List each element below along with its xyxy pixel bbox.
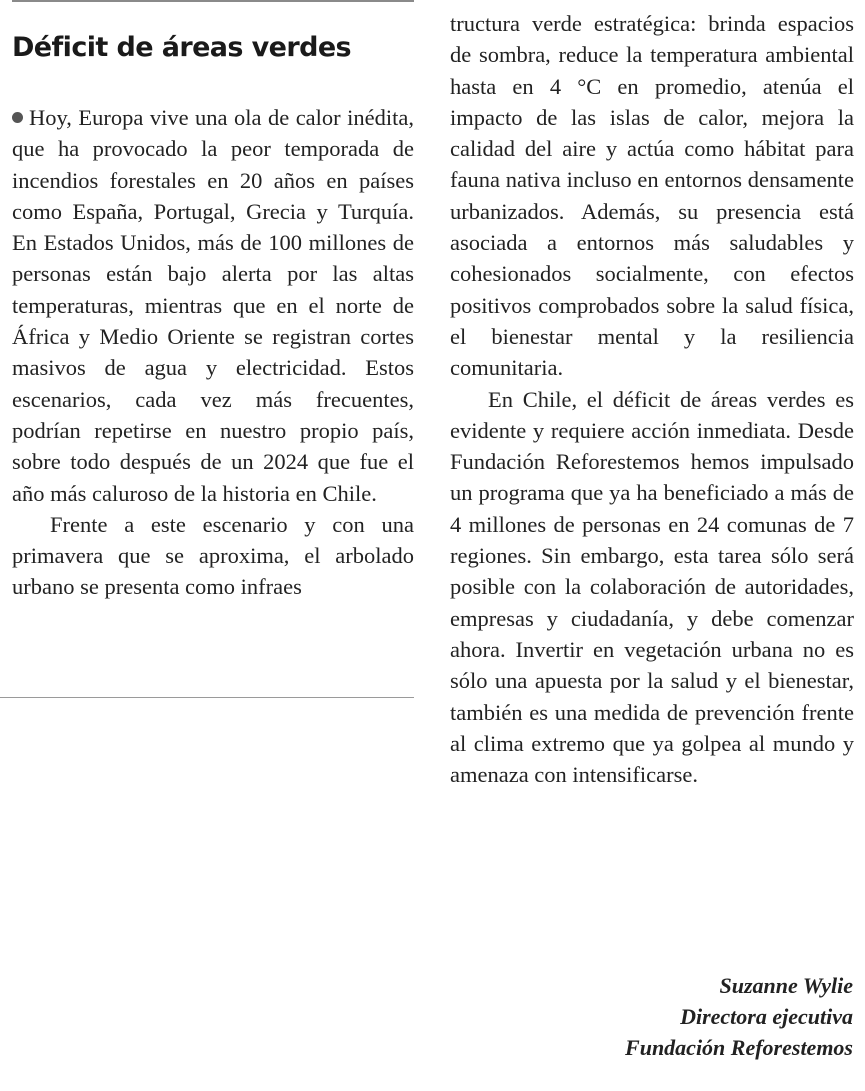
left-column: [12, 102, 414, 603]
right-column: [450, 8, 854, 790]
signature-block: [625, 970, 853, 1063]
top-divider: [12, 0, 414, 2]
column-end-divider: [0, 697, 414, 698]
author-role: Directora ejecutiva: [680, 1004, 853, 1029]
paragraph-1: [12, 102, 414, 509]
article-headline: Déficit de áreas verdes: [12, 32, 352, 63]
bullet-icon: [12, 112, 23, 123]
paragraph-2: Frente a este escenario y con una primavera que se aproxima, el arbolado urbano se presenta como infraes: [12, 511, 414, 600]
paragraph-2-continued: tructura verde estratégica: brinda espacios de sombra, reduce la temperatura ambiental hasta en 4 °C en promedio, atenúa el impacto de las islas de calor, mejora la calidad del aire y actúa como hábitat para fauna nativa incluso en entornos densamente urbanizados. Además, su presencia está asociada a entornos más saludables y cohesionados socialmente, con efectos positivos comprobados sobre la salud física, el bienestar mental y la resiliencia comunitaria.: [450, 11, 854, 381]
paragraph-3: En Chile, el déficit de áreas verdes es evidente y requiere acción inmediata. Desde Fundación Reforestemos hemos impulsado un programa que ya ha beneficiado a más de 4 millones de personas en 24 comunas de 7 regiones. Sin embargo, esta tarea sólo será posible con la colaboración de autoridades, empresas y ciudadanía, y debe comenzar ahora. Invertir en vegetación urbana no es sólo una apuesta por la salud y el bienestar, también es una medida de prevención frente al clima extremo que ya golpea al mundo y amenaza con intensificarse.: [450, 386, 854, 788]
author-organization: Fundación Reforestemos: [625, 1035, 853, 1060]
author-name: Suzanne Wylie: [719, 973, 853, 998]
paragraph-1-text: Hoy, Europa vive una ola de calor inédita, que ha provocado la peor temporada de incendios forestales en 20 años en países como España, Portugal, Grecia y Turquía. En Estados Unidos, más de 100 millones de personas están bajo alerta por las altas temperaturas, mientras que en el norte de África y Medio Oriente se registran cortes masivos de agua y electricidad. Estos escenarios, cada vez más frecuentes, podrían repetirse en nuestro propio país, sobre todo después de un 2024 que fue el año más caluroso de la historia en Chile.: [12, 105, 414, 506]
